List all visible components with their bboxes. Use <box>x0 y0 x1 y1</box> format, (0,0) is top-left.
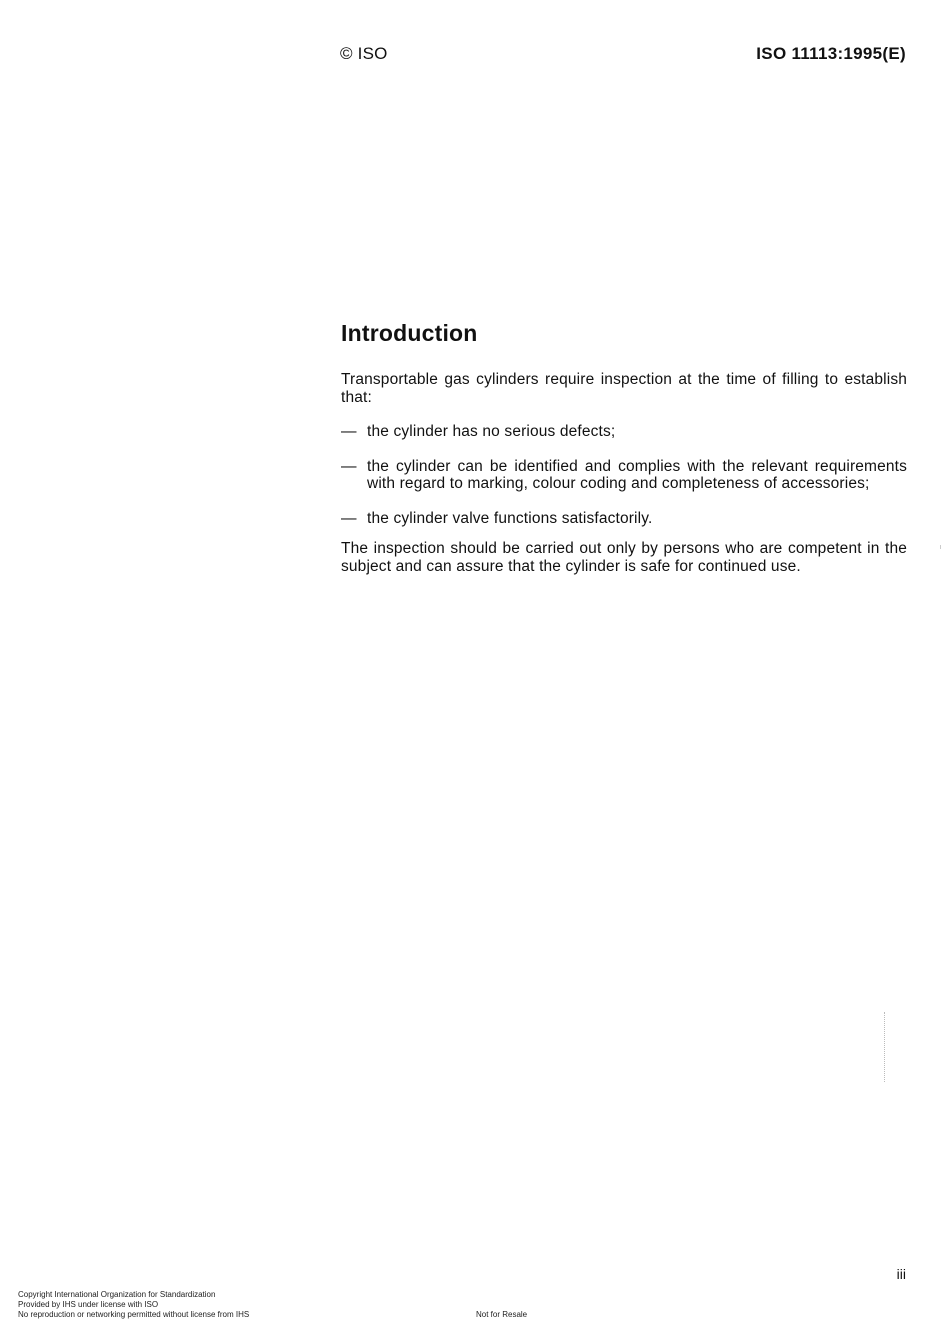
introduction-section <box>341 320 907 575</box>
page-number: iii <box>896 1266 906 1282</box>
dash-marker: — <box>341 457 357 475</box>
intro-paragraph: Transportable gas cylinders require inspection at the time of filling to establish that: <box>341 371 907 406</box>
scan-artifact <box>884 1012 886 1082</box>
closing-paragraph: The inspection should be carried out only by persons who are competent in the subject and can assure that the cylinder is safe for continued use. <box>341 540 907 575</box>
footer-line: Provided by IHS under license with ISO <box>18 1300 159 1309</box>
list-item <box>341 458 907 493</box>
requirements-list <box>341 423 907 527</box>
list-item-text: the cylinder has no serious defects; <box>367 423 616 440</box>
list-item-text: the cylinder valve functions satisfactorily. <box>367 509 653 527</box>
header-standard-id: ISO 11113:1995(E) <box>756 44 906 63</box>
list-item <box>341 510 907 528</box>
scan-artifact <box>940 545 941 549</box>
list-item-text: the cylinder can be identified and complies with the relevant requirements with regard to marking, colour coding and completeness of accessories; <box>367 457 907 492</box>
dash-marker: — <box>341 423 357 440</box>
header-copyright: © ISO <box>340 44 388 63</box>
not-for-resale-notice: Not for Resale <box>476 1310 528 1319</box>
list-item <box>341 423 907 441</box>
footer-line: Copyright International Organization for Standardization <box>18 1290 216 1299</box>
copyright-footer <box>18 1290 249 1320</box>
footer-line: No reproduction or networking permitted without license from IHS <box>18 1310 250 1319</box>
section-title: Introduction <box>341 320 478 346</box>
dash-marker: — <box>341 509 357 527</box>
